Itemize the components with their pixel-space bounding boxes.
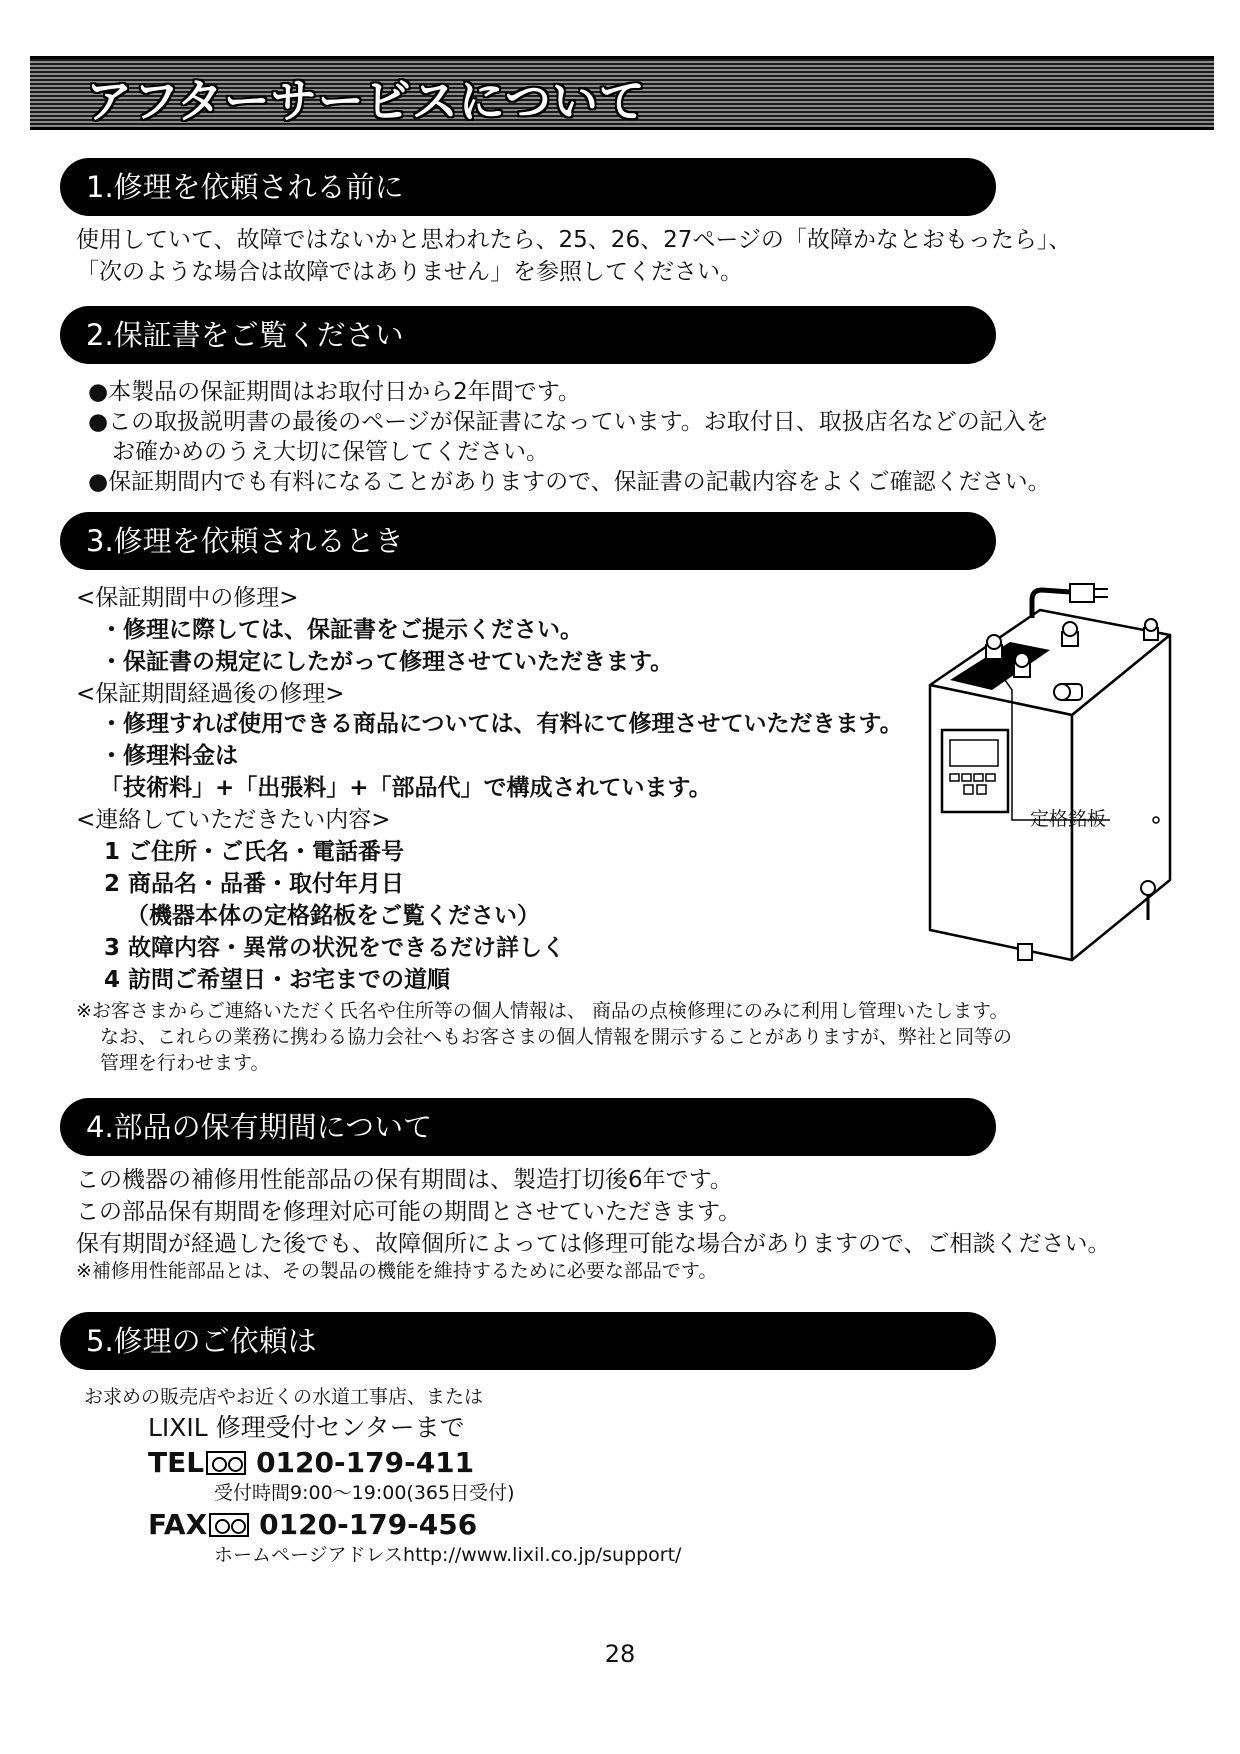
freedial-icon [209,1513,249,1537]
fax-label: FAX [148,1508,208,1541]
section-2-line-1: ●本製品の保証期間はお取付日から2年間です。 [88,379,581,405]
section-3-line-3: ・保証書の規定にしたがって修理させていただきます。 [100,649,674,675]
rating-plate-label: 定格銘板 [1030,808,1107,830]
page-number: 28 [604,1640,636,1668]
section-2-line-3: お確かめのうえ大切に保管してください。 [112,439,549,465]
section-1-heading: 1.修理を依頼される前に [60,158,996,216]
section-5-intro: お求めの販売店やお近くの水道工事店、または [84,1386,484,1408]
section-2-heading: 2.保証書をご覧ください [60,306,996,364]
contact-item-4: 4 訪問ご希望日・お宅までの道順 [104,967,451,993]
title-banner [30,56,1214,130]
tel-number[interactable]: 0120-179-411 [256,1446,475,1479]
section-3-line-2: ・修理に際しては、保証書をご提示ください。 [100,617,583,643]
section-4-line-2: この部品保有期間を修理対応可能の期間とさせていただきます。 [76,1199,742,1225]
section-4-heading: 4.部品の保有期間について [60,1098,996,1156]
privacy-note-line-1: ※お客さまからご連絡いただく氏名や住所等の個人情報は、 商品の点検修理にのみに利用し管理いたします。 [76,1000,1009,1022]
contact-info-heading: <連絡していただきたい内容> [76,807,391,833]
reception-hours: 受付時間9:00～19:00(365日受付) [214,1482,515,1504]
section-4-line-3: 保有期間が経過した後でも、故障個所によっては修理可能な場合がありますので、ご相談ください。 [76,1231,1111,1257]
section-4-line-1: この機器の補修用性能部品の保有期間は、製造打切後6年です。 [76,1167,733,1193]
section-3-heading: 3.修理を依頼されるとき [60,512,996,570]
fax-line [148,1508,477,1541]
contact-item-3: 3 故障内容・異常の状況をできるだけ詳しく [104,935,566,961]
privacy-note-line-3: 管理を行わせます。 [100,1052,270,1074]
privacy-note-line-2: なお、これらの業務に携わる協力会社へもお客さまの個人情報を開示することがありますが、弊社と同等の [100,1026,1013,1048]
section-2-line-2: ●この取扱説明書の最後のページが保証書になっています。お取付日、取扱店名などの記入を [88,409,1049,435]
freedial-icon [206,1451,246,1475]
contact-item-2: 2 商品名・品番・取付年月日 [104,871,405,897]
section-1-line-2: 「次のような場合は故障ではありません」を参照してください。 [76,259,743,285]
contact-item-1: 1 ご住所・ご氏名・電話番号 [104,839,405,865]
homepage-address[interactable]: ホームページアドレスhttp://www.lixil.co.jp/support/ [214,1544,682,1566]
section-2-line-4: ●保証期間内でも有料になることがありますので、保証書の記載内容をよくご確認ください。 [88,469,1051,495]
water-heater-illustration [920,580,1180,980]
warranty-period-repair-heading: <保証期間中の修理> [76,585,299,611]
post-warranty-repair-heading: <保証期間経過後の修理> [76,681,345,707]
section-3-line-5: ・修理すれば使用できる商品については、有料にて修理させていただきます。 [100,711,903,737]
section-3-line-6: ・修理料金は [100,743,238,769]
section-5-heading: 5.修理のご依頼は [60,1312,996,1370]
repair-center-name: LIXIL 修理受付センターまで [148,1413,465,1442]
section-4-note: ※補修用性能部品とは、その製品の機能を維持するために必要な部品です。 [76,1260,718,1282]
fax-number[interactable]: 0120-179-456 [259,1508,478,1541]
tel-label: TEL [148,1446,205,1479]
page-title: アフターサービスについて [86,74,646,128]
section-1-line-1: 使用していて、故障ではないかと思われたら、25、26、27ページの「故障かなとおもったら」、 [76,227,1072,253]
contact-item-2-note: （機器本体の定格銘板をご覧ください） [126,903,540,929]
tel-line [148,1446,474,1479]
section-3-line-7: 「技術料」+「出張料」+「部品代」で構成されています。 [100,775,712,801]
